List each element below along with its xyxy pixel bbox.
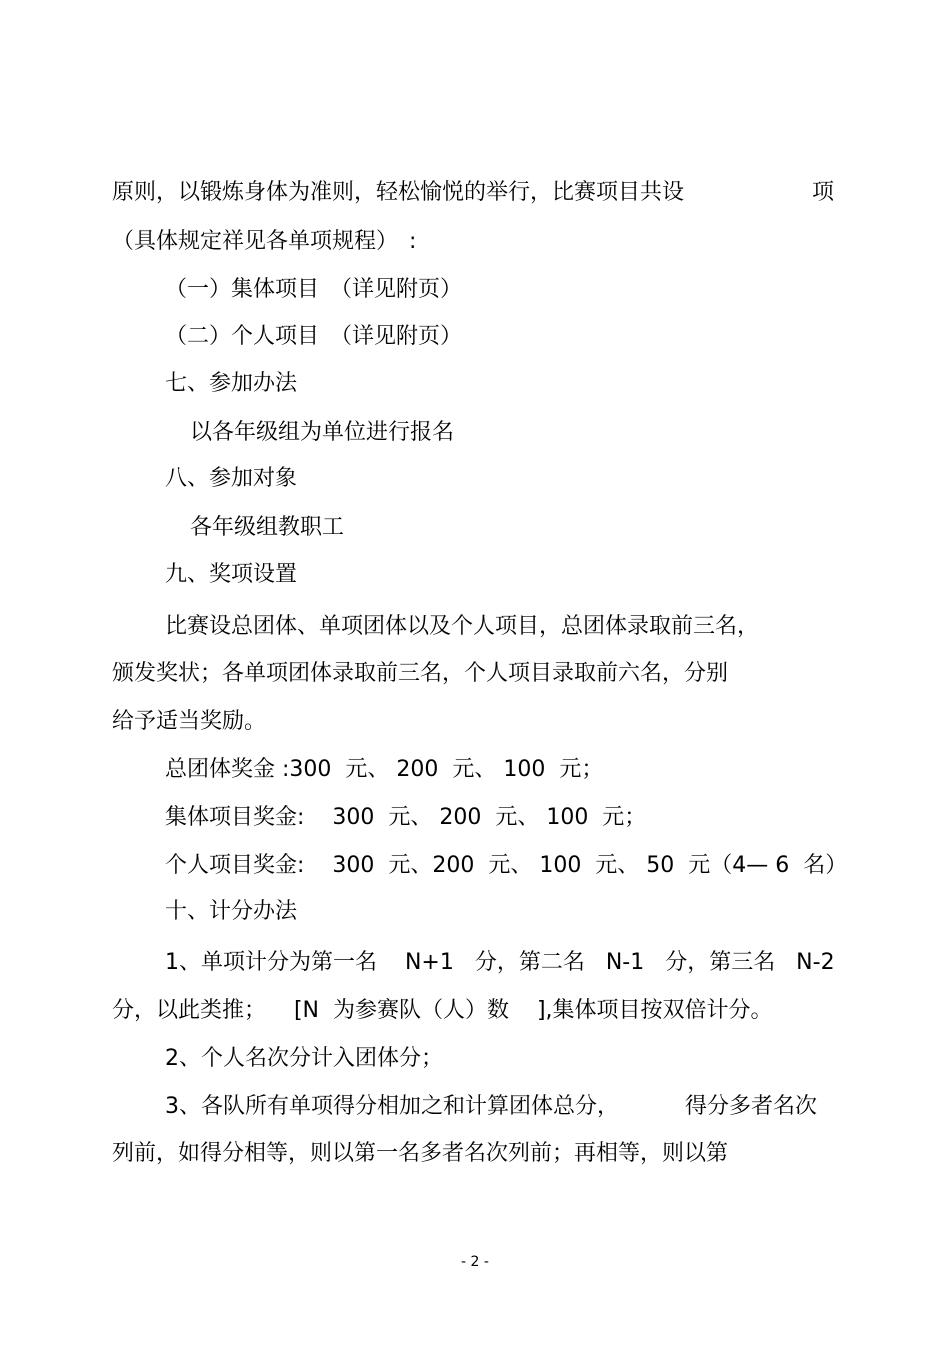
scoring-rule-3b: 得分多者名次 xyxy=(685,1094,818,1119)
prize-group: 集体项目奖金: 300 元、 200 元、 100 元； xyxy=(165,805,647,830)
text-line-6: 以各年级组为单位进行报名 xyxy=(190,420,455,445)
text-line-10: 比赛设总团体、单项团体以及个人项目，总团体录取前三名， xyxy=(165,614,760,639)
section-heading-7: 七、参加办法 xyxy=(165,371,298,396)
text-line-11: 颁发奖状；各单项团体录取前三名，个人项目录取前六名，分别 xyxy=(112,661,729,686)
scoring-rule-1a: 1、单项计分为第一名 N+1 分，第二名 N-1 分，第三名 N-2 xyxy=(165,950,835,975)
text-line-3: （一）集体项目 （详见附页） xyxy=(165,277,463,302)
text-line-1b: 项 xyxy=(812,180,835,205)
text-line-12: 给予适当奖励。 xyxy=(112,709,267,734)
text-line-2: （具体规定祥见各单项规程） : xyxy=(112,229,417,254)
section-heading-9: 九、奖项设置 xyxy=(165,562,298,587)
prize-individual: 个人项目奖金: 300 元、200 元、 100 元、 50 元（4— 6 名） xyxy=(165,853,848,878)
text-line-8: 各年级组教职工 xyxy=(190,515,345,540)
page-number: - 2 - xyxy=(461,1254,489,1270)
scoring-rule-2: 2、个人名次分计入团体分； xyxy=(165,1046,443,1071)
scoring-rule-3c: 列前，如得分相等，则以第一名多者名次列前；再相等，则以第 xyxy=(112,1141,729,1166)
text-line-4: （二）个人项目 （详见附页） xyxy=(165,324,463,349)
section-heading-10: 十、计分办法 xyxy=(165,899,298,924)
text-line-1a: 原则，以锻炼身体为准则，轻松愉悦的举行，比赛项目共设 xyxy=(112,180,685,205)
prize-total: 总团体奖金 :300 元、 200 元、 100 元； xyxy=(165,757,604,782)
scoring-rule-3a: 3、各队所有单项得分相加之和计算团体总分， xyxy=(165,1094,619,1119)
scoring-rule-1b: 分，以此类推； [N 为参赛队（人）数 ],集体项目按双倍计分。 xyxy=(112,998,773,1023)
section-heading-8: 八、参加对象 xyxy=(165,466,298,491)
